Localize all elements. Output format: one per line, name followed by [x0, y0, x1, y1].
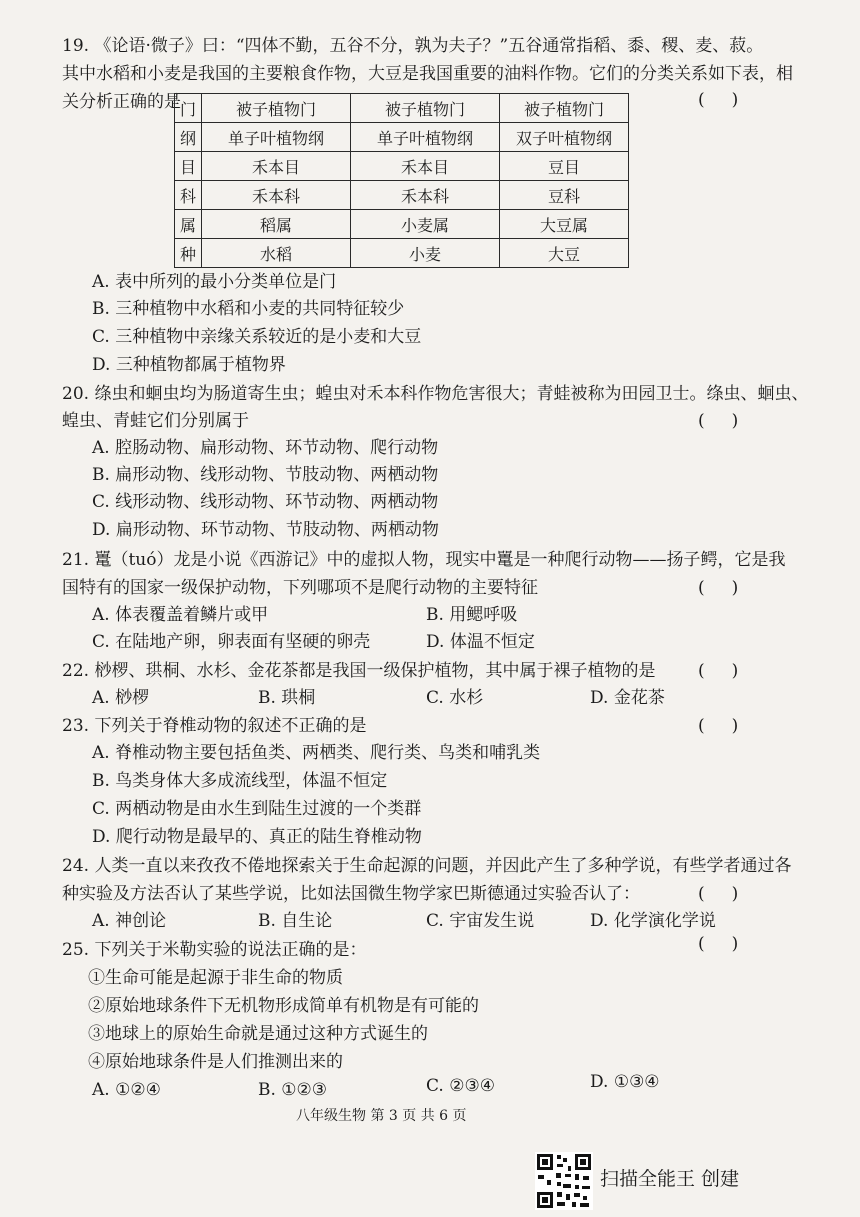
q19-option-c: C. 三种植物中亲缘关系较近的是小麦和大豆 [92, 327, 422, 347]
q25-stem-line1: 25. 下列关于米勒实验的说法正确的是： [62, 940, 367, 960]
qr-code-icon [535, 1152, 593, 1210]
classification-table [174, 93, 629, 268]
q20-answer-paren: ( ) [698, 411, 739, 431]
q24-option-b: B. 自生论 [258, 911, 333, 931]
q25-statement-3: ③地球上的原始生命就是通过这种方式诞生的 [88, 1024, 428, 1044]
table-cell: 稻属 [202, 210, 351, 239]
table-cell: 禾本科 [351, 181, 500, 210]
q25-answer-paren: ( ) [698, 934, 739, 954]
rank-cell: 种 [175, 239, 202, 268]
table-cell: 小麦属 [351, 210, 500, 239]
table-cell: 禾本科 [202, 181, 351, 210]
rank-cell: 科 [175, 181, 202, 210]
table-row [175, 181, 629, 210]
rank-cell: 属 [175, 210, 202, 239]
q24-option-d: D. 化学演化学说 [590, 911, 716, 931]
table-cell: 豆科 [500, 181, 629, 210]
q24-answer-paren: ( ) [698, 884, 739, 904]
table-cell: 大豆 [500, 239, 629, 268]
q20-option-b: B. 扁形动物、线形动物、节肢动物、两栖动物 [92, 465, 439, 485]
table-cell: 禾本目 [351, 152, 500, 181]
q23-answer-paren: ( ) [698, 716, 739, 736]
table-cell: 小麦 [351, 239, 500, 268]
table-row [175, 152, 629, 181]
q22-option-a: A. 桫椤 [92, 688, 150, 708]
q19-stem-line3: 关分析正确的是 [62, 92, 181, 112]
q22-answer-paren: ( ) [698, 661, 739, 681]
table-cell: 单子叶植物纲 [351, 123, 500, 152]
table-cell: 被子植物门 [202, 94, 351, 123]
table-cell: 水稻 [202, 239, 351, 268]
q25-statement-1: ①生命可能是起源于非生命的物质 [88, 968, 343, 988]
q21-option-a: A. 体表覆盖着鳞片或甲 [92, 605, 269, 625]
table-row [175, 123, 629, 152]
q19-option-d: D. 三种植物都属于植物界 [92, 355, 286, 375]
q21-stem-line1: 21. 鼍（tuó）龙是小说《西游记》中的虚拟人物，现实中鼍是一种爬行动物——扬子鳄，它是我 [62, 550, 786, 570]
q19-stem-line1: 19. 《论语·微子》曰：“四体不勤，五谷不分，孰为夫子？”五谷通常指稻、黍、稷、麦、菽。 [62, 36, 764, 56]
table-row [175, 210, 629, 239]
scanner-watermark: 扫描全能王 创建 [600, 1168, 740, 1190]
q23-option-d: D. 爬行动物是最早的、真正的陆生脊椎动物 [92, 827, 422, 847]
table-cell: 豆目 [500, 152, 629, 181]
q25-option-a: A. ①②④ [92, 1080, 161, 1100]
q19-option-a: A. 表中所列的最小分类单位是门 [92, 272, 337, 292]
q25-option-c: C. ②③④ [426, 1076, 495, 1096]
q25-statement-2: ②原始地球条件下无机物形成简单有机物是有可能的 [88, 996, 479, 1016]
q25-option-d: D. ①③④ [590, 1072, 660, 1092]
q21-option-d: D. 体温不恒定 [426, 632, 535, 652]
page-footer: 八年级生物 第 3 页 共 6 页 [296, 1108, 467, 1124]
q19-answer-paren: ( ) [698, 90, 739, 110]
q22-stem-line1: 22. 桫椤、珙桐、水杉、金花茶都是我国一级保护植物，其中属于裸子植物的是 [62, 661, 656, 681]
q24-option-c: C. 宇宙发生说 [426, 911, 535, 931]
rank-cell: 门 [175, 94, 202, 123]
rank-cell: 纲 [175, 123, 202, 152]
q19-stem-line2: 其中水稻和小麦是我国的主要粮食作物，大豆是我国重要的油料作物。它们的分类关系如下表，相 [62, 64, 793, 84]
q20-option-c: C. 线形动物、线形动物、环节动物、两栖动物 [92, 492, 439, 512]
q24-stem-line1: 24. 人类一直以来孜孜不倦地探索关于生命起源的问题，并因此产生了多种学说，有些学者通过各 [62, 856, 792, 876]
table-row [175, 239, 629, 268]
q25-option-b: B. ①②③ [258, 1080, 328, 1100]
table-cell: 单子叶植物纲 [202, 123, 351, 152]
q21-option-c: C. 在陆地产卵，卵表面有坚硬的卵壳 [92, 632, 371, 652]
table-cell: 被子植物门 [351, 94, 500, 123]
q20-stem-line1: 20. 绦虫和蛔虫均为肠道寄生虫；蝗虫对禾本科作物危害很大；青蛙被称为田园卫士。绦虫、蛔虫、 [62, 384, 809, 404]
table-row [175, 94, 629, 123]
q22-option-d: D. 金花茶 [590, 688, 665, 708]
q25-statement-4: ④原始地球条件是人们推测出来的 [88, 1052, 343, 1072]
q22-option-c: C. 水杉 [426, 688, 484, 708]
q23-option-b: B. 鸟类身体大多成流线型，体温不恒定 [92, 771, 388, 791]
q23-stem-line1: 23. 下列关于脊椎动物的叙述不正确的是 [62, 716, 367, 736]
q21-answer-paren: ( ) [698, 578, 739, 598]
q20-option-d: D. 扁形动物、环节动物、节肢动物、两栖动物 [92, 520, 439, 540]
q19-option-b: B. 三种植物中水稻和小麦的共同特征较少 [92, 299, 405, 319]
table-cell: 双子叶植物纲 [500, 123, 629, 152]
table-cell: 禾本目 [202, 152, 351, 181]
table-cell: 大豆属 [500, 210, 629, 239]
q21-option-b: B. 用鳃呼吸 [426, 605, 518, 625]
q24-option-a: A. 神创论 [92, 911, 167, 931]
rank-cell: 目 [175, 152, 202, 181]
q20-stem-line2: 蝗虫、青蛙它们分别属于 [62, 411, 249, 431]
q21-stem-line2: 国特有的国家一级保护动物，下列哪项不是爬行动物的主要特征 [62, 578, 538, 598]
q20-option-a: A. 腔肠动物、扁形动物、环节动物、爬行动物 [92, 438, 439, 458]
q22-option-b: B. 珙桐 [258, 688, 316, 708]
q24-stem-line2: 种实验及方法否认了某些学说，比如法国微生物学家巴斯德通过实验否认了： [62, 884, 640, 904]
table-cell: 被子植物门 [500, 94, 629, 123]
q23-option-c: C. 两栖动物是由水生到陆生过渡的一个类群 [92, 799, 422, 819]
q23-option-a: A. 脊椎动物主要包括鱼类、两栖类、爬行类、鸟类和哺乳类 [92, 743, 541, 763]
